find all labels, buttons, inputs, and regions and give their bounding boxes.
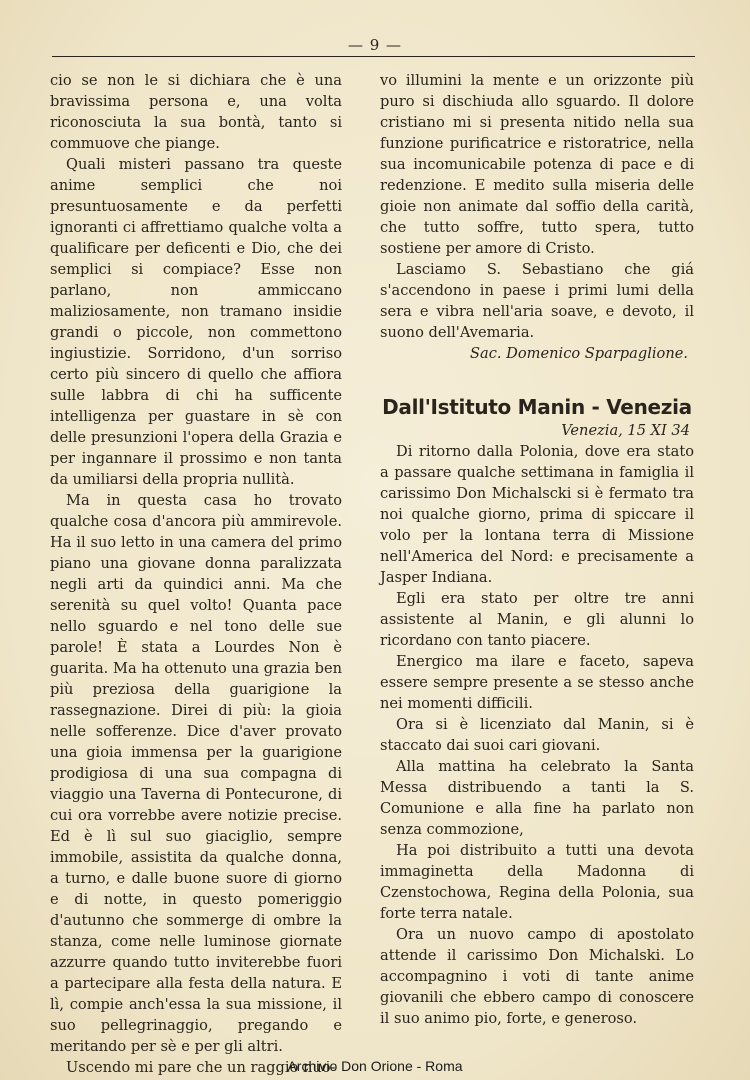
page-number: — 9 —: [347, 36, 403, 54]
paragraph: Uscendo mi pare che un raggio nuo-: [66, 1059, 336, 1076]
paragraph: Ora un nuovo campo di apostolato attende il carissimo Don Michalski. Lo accompagnino i voti di tante anime giovanili che ebbero campo di conoscere il suo animo pio, forte, e generoso.: [380, 926, 694, 1027]
paragraph: Di ritorno dalla Polonia, dove era stato a passare qualche settimana in famiglia il carissimo Don Michalscki si è fermato tra noi qualche giorno, prima di spiccare il volo per la lontana terra di Missione nell'America del Nord: e precisamente a Jasper Indiana.: [380, 443, 694, 586]
paragraph: cio se non le si dichiara che è una bravissima persona e, una volta riconosciuta la sua bontà, tanto si commuove che piange.: [50, 72, 342, 152]
paragraph: Energico ma ilare e faceto, sapeva essere sempre presente a se stesso anche nei momenti difficili.: [380, 653, 694, 712]
section-heading: Dall'Istituto Manin - Venezia: [382, 395, 692, 419]
archive-footer: Archivio Don Orione - Roma: [287, 1058, 463, 1074]
paragraph: Egli era stato per oltre tre anni assistente al Manin, e gli alunni lo ricordano con tanto piacere.: [380, 590, 694, 649]
paragraph: Quali misteri passano tra queste anime semplici che noi presuntuosamente e da perfetti ignoranti ci affrettiamo qualche volta a qualificare per deficenti e Dio, che dei semplici si compiace? Esse non parlano, non ammiccano maliziosamente, non tramano insidie grandi o piccole, non commettono ingiustizie. Sorridono, d'un sorriso certo più sincero di quello che affiora sulle labbra di chi ha sufficente intelligenza per guastare in sè con delle presunzioni l'opera della Grazia e per ingannare il prossimo e non tanta da umiliarsi della propria nullità.: [50, 156, 342, 488]
paragraph: Alla mattina ha celebrato la Santa Messa distribuendo a tanti la S. Comunione e alla fine ha parlato non senza commozione,: [380, 758, 694, 838]
right-column: [380, 70, 694, 1029]
author-signature: Sac. Domenico Sparpaglione.: [470, 345, 688, 362]
header-rule: [52, 56, 695, 57]
paragraph: Ma in questa casa ho trovato qualche cosa d'ancora più ammirevole. Ha il suo letto in una camera del primo piano una giovane donna paralizzata negli arti da quindici anni. Ma che serenità su quel volto! Quanta pace nello sguardo e nel tono delle sue parole! È stata a Lourdes Non è guarita. Ma ha ottenuto una grazia ben più preziosa della guarigione la rassegnazione. Direi di più: la gioia nelle sofferenze. Dice d'aver provato una gioia immensa per la guarigione prodigiosa di una sua compagna di viaggio una Taverna di Pontecurone, di cui ora vorrebbe avere notizie precise. Ed è lì sul suo giaciglio, sempre immobile, assistita da qualche donna, a turno, e dalle buone suore di giorno e di notte, in questo pomeriggio d'autunno che sommerge di ombre la stanza, come nelle luminose giornate azzurre quando tutto inviterebbe fuori a partecipare alla festa della natura. E lì, compie anch'essa la sua missione, il suo pellegrinaggio, pregando e meritando per sè e per gli altri.: [50, 492, 342, 1055]
paragraph: vo illumini la mente e un orizzonte più puro si dischiuda allo sguardo. Il dolore cristiano mi si presenta nitido nella sua funzione purificatrice e ristoratrice, nella sua incomunicabile potenza di pace e di redenzione. E medito sulla miseria delle gioie non animate dal soffio della carità, che tutto soffre, tutto spera, tutto sostiene per amore di Cristo.: [380, 72, 694, 257]
dateline: Venezia, 15 XI 34: [561, 422, 690, 439]
paragraph: Ha poi distribuito a tutti una devota immaginetta della Madonna di Czenstochowa, Regina della Polonia, sua forte terra natale.: [380, 842, 694, 922]
paragraph: Lasciamo S. Sebastiano che giá s'accendono in paese i primi lumi della sera e vibra nell'aria soave, e devoto, il suono dell'Avemaria.: [380, 261, 694, 341]
paragraph: Ora si è licenziato dal Manin, si è staccato dai suoi cari giovani.: [380, 716, 694, 754]
left-column: [50, 70, 342, 1078]
